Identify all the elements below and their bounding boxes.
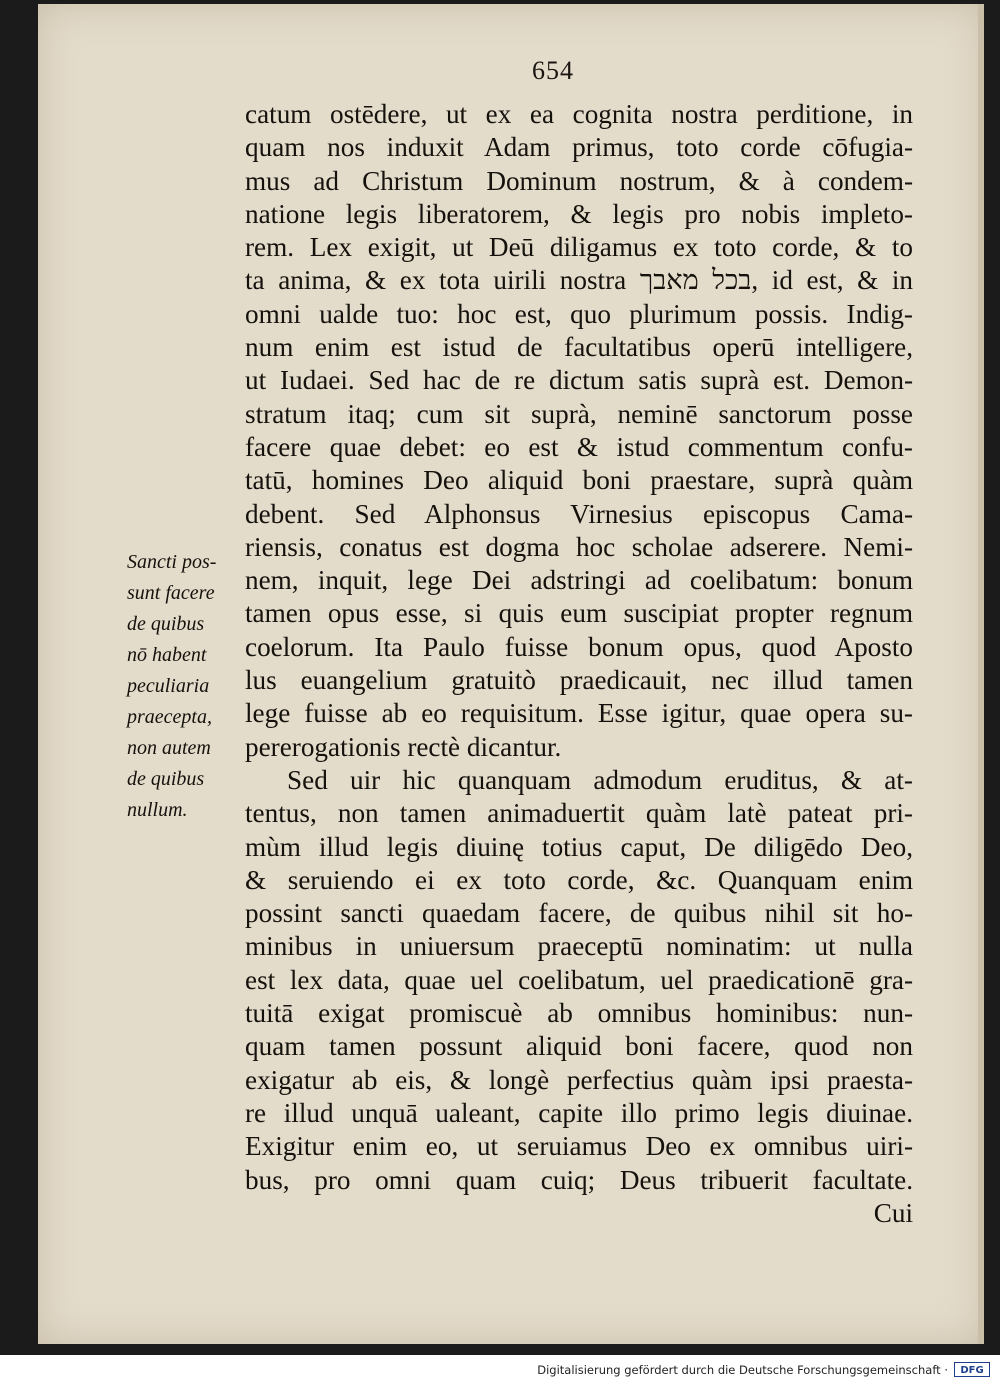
marginal-note — [127, 547, 242, 826]
text-line: facere quae debet: eo est & istud commentum confu- — [245, 431, 913, 462]
text-line: natione legis liberatorem, & legis pro nobis impleto- — [245, 198, 913, 229]
text-line: possint sancti quaedam facere, de quibus nihil sit ho- — [245, 898, 913, 929]
page-edge — [978, 4, 984, 1344]
marginal-note-line: praecepta, — [127, 706, 212, 728]
marginal-note-line: nullum. — [127, 799, 188, 821]
marginal-note-line: de quibus — [127, 613, 205, 635]
text-line: mus ad Christum Dominum nostrum, & à condem- — [245, 165, 913, 196]
text-line: catum ostēdere, ut ex ea cognita nostra perditione, in — [245, 99, 913, 129]
marginal-note-line: non autem — [127, 737, 211, 759]
catchword: Cui — [873, 1197, 913, 1228]
marginal-note-line: nō habent — [127, 644, 207, 666]
text-line: Exigitur enim eo, ut seruiamus Deo ex omnibus uiri- — [245, 1131, 913, 1162]
text-line: minibus in uniuersum praeceptū nominatim: ut nulla — [245, 931, 913, 962]
text-line: lus euangelium gratuitò praedicauit, nec illud tamen — [245, 665, 913, 696]
text-line: tatū, homines Deo aliquid boni praestare, suprà quàm — [245, 465, 913, 496]
text-line: nem, inquit, lege Dei adstringi ad coelibatum: bonum — [245, 565, 913, 596]
footer-bar — [0, 1355, 1000, 1385]
text-line: exigatur ab eis, & longè perfectius quàm ipsi praesta- — [245, 1064, 913, 1095]
text-line: mùm illud legis diuinę totius caput, De diligēdo Deo, — [245, 831, 913, 862]
text-line: lege fuisse ab eo requisitum. Esse igitur, quae opera su- — [245, 698, 913, 729]
marginal-note-line: peculiaria — [127, 675, 210, 697]
marginal-note-line: de quibus — [127, 768, 205, 790]
text-line: Sed uir hic quanquam admodum eruditus, & at- — [287, 764, 913, 795]
text-line: omni ualde tuo: hoc est, quo plurimum possis. Indig- — [245, 298, 913, 329]
marginal-note-line: Sancti pos- — [127, 551, 217, 573]
text-line: tentus, non tamen animaduertit quàm latè pateat pri- — [245, 798, 913, 829]
dfg-logo: DFG — [954, 1362, 990, 1377]
text-line: ut Iudaei. Sed hac de re dictum satis suprà est. Demon- — [245, 365, 913, 396]
main-text-block — [245, 98, 913, 1230]
text-line: riensis, conatus est dogma hoc scholae adserere. Nemi- — [245, 531, 913, 562]
text-line: ta anima, & ex tota uirili nostra בכל מאבך, id est, & in — [245, 265, 913, 296]
text-line: & seruiendo ei ex toto corde, &c. Quanquam enim — [245, 864, 913, 895]
text-line: bus, pro omni quam cuiq; Deus tribuerit facultate. — [245, 1164, 913, 1195]
text-line: rem. Lex exigit, ut Deū diligamus ex toto corde, & to — [245, 232, 913, 263]
text-line: tamen opus esse, si quis eum suscipiat propter regnum — [245, 598, 913, 629]
text-line: stratum itaq; cum sit suprà, neminē sanctorum posse — [245, 398, 913, 429]
text-line: tuitā exigat promiscuè ab omnibus hominibus: nun- — [245, 998, 913, 1029]
text-line: debent. Sed Alphonsus Virnesius episcopus Cama- — [245, 498, 913, 529]
page-number: 654 — [532, 56, 574, 85]
text-line: pererogationis rectè dicantur. — [245, 731, 562, 762]
text-line: re illud unquā ualeant, capite illo primo legis diuinae. — [245, 1097, 913, 1128]
footer-credit: Digitalisierung gefördert durch die Deutsche Forschungsgemeinschaft · — [537, 1363, 948, 1377]
text-line: est lex data, quae uel coelibatum, uel praedicationē gra- — [245, 964, 913, 995]
marginal-note-line: sunt facere — [127, 582, 215, 604]
text-line: coelorum. Ita Paulo fuisse bonum opus, quod Aposto — [245, 631, 913, 662]
text-line: quam tamen possunt aliquid boni facere, quod non — [245, 1031, 913, 1062]
text-line: quam nos induxit Adam primus, toto corde cōfugia- — [245, 132, 913, 163]
text-line: num enim est istud de facultatibus operū intelligere, — [245, 332, 913, 363]
